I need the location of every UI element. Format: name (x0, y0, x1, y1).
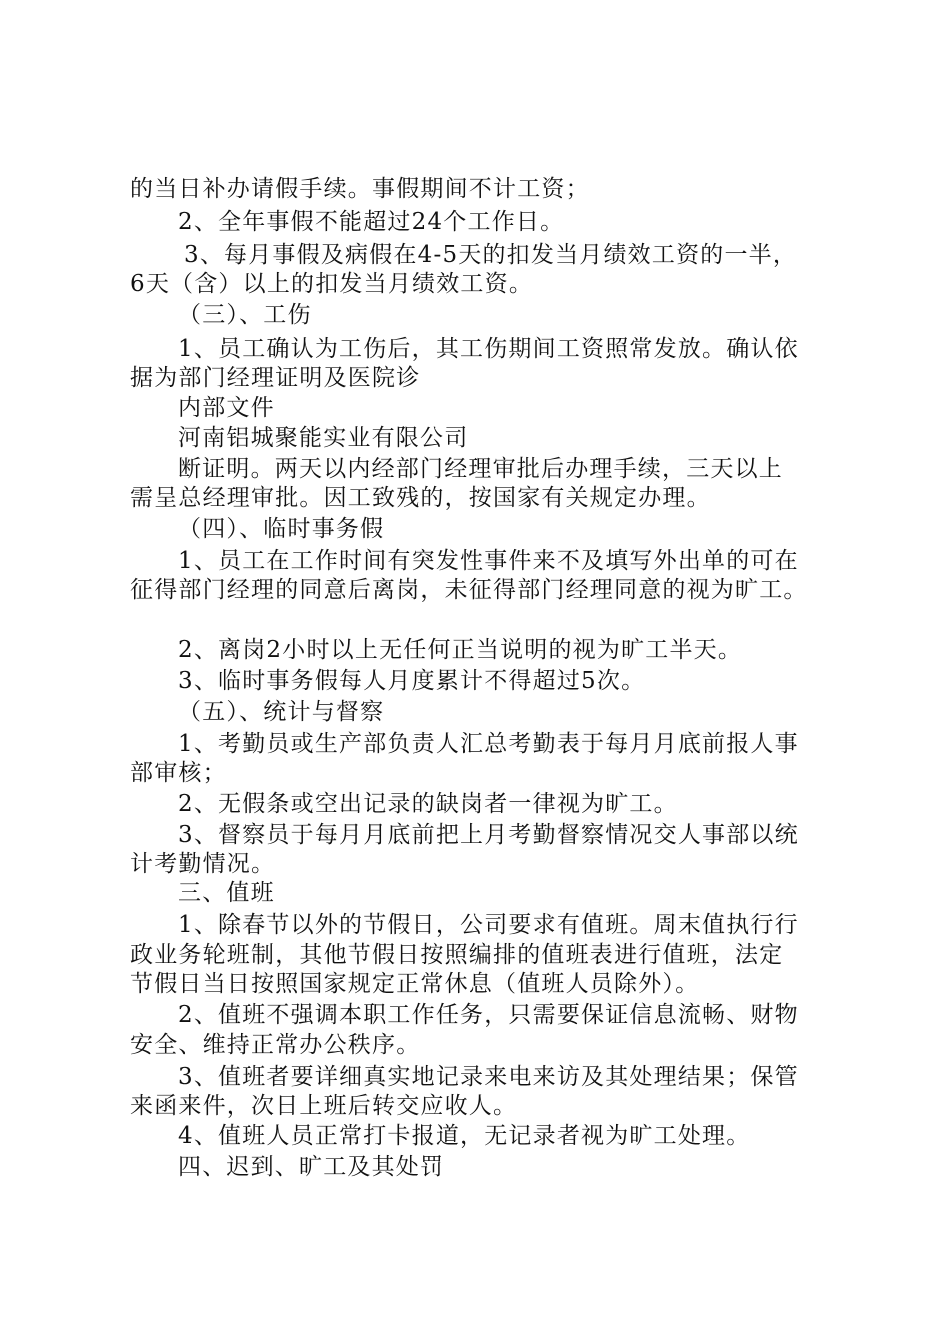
text-line: 3、督察员于每月月底前把上月考勤督察情况交人事部以统 (178, 822, 799, 848)
text-line: 1、员工确认为工伤后，其工伤期间工资照常发放。确认依 (178, 336, 799, 362)
text-line: 安全、维持正常办公秩序。 (130, 1032, 421, 1058)
text-line: 据为部门经理证明及医院诊 (130, 365, 421, 391)
text-line: 2、离岗2小时以上无任何正当说明的视为旷工半天。 (178, 637, 743, 663)
text-line: 6天（含）以上的扣发当月绩效工资。 (130, 271, 534, 297)
text-line: 计考勤情况。 (130, 851, 276, 877)
section-heading: （五）、统计与督察 (178, 699, 385, 725)
text-line: 需呈总经理审批。因工致残的，按国家有关规定办理。 (130, 485, 711, 511)
section-heading: （三）、工伤 (178, 302, 312, 328)
text-line: 征得部门经理的同意后离岗，未征得部门经理同意的视为旷工。 (130, 577, 808, 603)
text-line: 2、无假条或空出记录的缺岗者一律视为旷工。 (178, 791, 678, 817)
header-label: 内部文件 (178, 395, 275, 421)
section-heading: 四、迟到、旷工及其处罚 (178, 1154, 445, 1180)
section-heading: （四）、临时事务假 (178, 516, 385, 542)
text-line: 断证明。两天以内经部门经理审批后办理手续，三天以上 (178, 456, 783, 482)
text-line: 3、值班者要详细真实地记录来电来访及其处理结果；保管 (178, 1064, 799, 1090)
text-line: 1、考勤员或生产部负责人汇总考勤表于每月月底前报人事 (178, 731, 799, 757)
text-line: 的当日补办请假手续。事假期间不计工资； (130, 176, 590, 202)
text-line: 政业务轮班制，其他节假日按照编排的值班表进行值班，法定 (130, 942, 784, 968)
section-heading: 三、值班 (178, 880, 275, 906)
text-line: 节假日当日按照国家规定正常休息（值班人员除外）。 (130, 971, 700, 997)
text-line: 4、值班人员正常打卡报道，无记录者视为旷工处理。 (178, 1123, 751, 1149)
company-name: 河南铝城聚能实业有限公司 (178, 425, 469, 451)
text-line: 2、值班不强调本职工作任务，只需要保证信息流畅、财物 (178, 1002, 799, 1028)
text-line: 来函来件，次日上班后转交应收人。 (130, 1093, 518, 1119)
text-line: 3、临时事务假每人月度累计不得超过5次。 (178, 668, 646, 694)
text-line: 2、全年事假不能超过24个工作日。 (178, 209, 565, 235)
text-line: 1、员工在工作时间有突发性事件来不及填写外出单的可在 (178, 548, 799, 574)
text-line: 部审核； (130, 760, 227, 786)
text-line: 3、每月事假及病假在4-5天的扣发当月绩效工资的一半， (184, 242, 798, 268)
text-line: 1、除春节以外的节假日，公司要求有值班。周末值执行行 (178, 912, 799, 938)
